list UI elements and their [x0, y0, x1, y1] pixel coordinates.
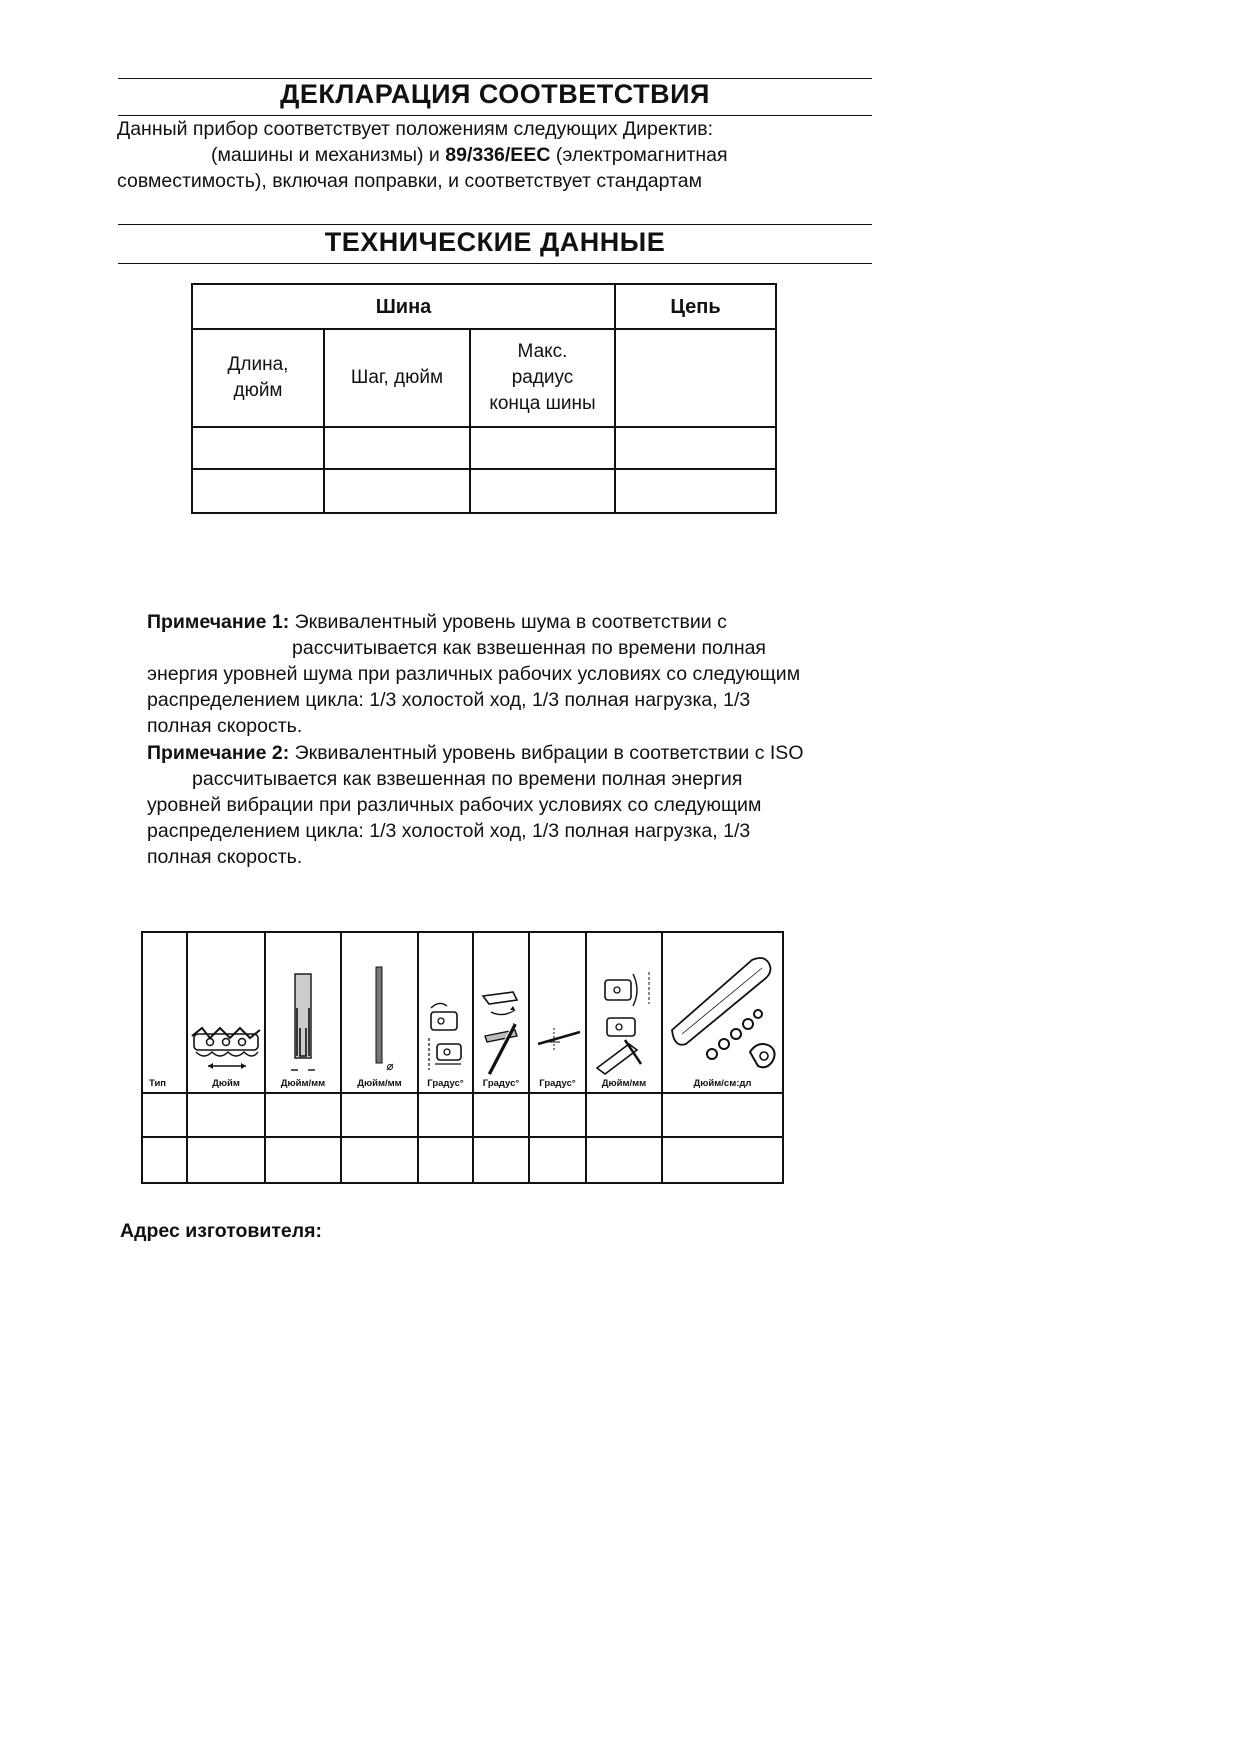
note1-text-1: Эквивалентный уровень шума в соответствии с: [289, 611, 727, 633]
table-cell: [324, 427, 470, 469]
file-icon: [360, 963, 400, 1078]
table-cell: [265, 1093, 341, 1137]
directive-number: 89/336/EEC: [445, 144, 551, 166]
depth-gauge-header: [586, 932, 662, 1093]
table-cell: [586, 1137, 662, 1183]
table-cell: [662, 1137, 783, 1183]
note2-line-4: распределением цикла: 1/3 холостой ход, 1/3 полная нагрузка, 1/3: [147, 820, 751, 842]
table-cell: [187, 1093, 265, 1137]
table-cell: [192, 427, 324, 469]
note1-line-2: рассчитывается как взвешенная по времени полная: [292, 637, 766, 659]
table-cell: [473, 1137, 529, 1183]
table-cell: [473, 1093, 529, 1137]
note2-line-1: [147, 741, 803, 765]
chain-empty-cell: [615, 329, 776, 427]
note1-line-4: распределением цикла: 1/3 холостой ход, 1/3 полная нагрузка, 1/3: [147, 689, 751, 711]
bar-chain-length-header: [662, 932, 783, 1093]
col-radius-line-3: конца шины: [489, 393, 596, 414]
cutter-angle-header: [418, 932, 473, 1093]
groove-width-header: [265, 932, 341, 1093]
table-cell: [341, 1137, 418, 1183]
table-cell: [470, 427, 615, 469]
table-cell: [662, 1093, 783, 1137]
declaration-line-3: совместимость), включая поправки, и соответствует стандартам: [117, 170, 703, 192]
file-tilt-icon: [532, 998, 584, 1078]
manufacturer-address-label: Адрес изготовителя:: [120, 1220, 323, 1242]
table-cell: [341, 1093, 418, 1137]
chain-data-table: [141, 931, 784, 1184]
depth-gauge-icon: [589, 968, 659, 1078]
note1-line-3: энергия уровней шума при различных рабочих условиях со следующим: [147, 663, 801, 685]
table-cell: [418, 1137, 473, 1183]
unit-label: Градус°: [482, 1078, 520, 1089]
file-diameter-header: [341, 932, 418, 1093]
chain-header: Цепь: [615, 284, 776, 329]
declaration-title-underline: [118, 115, 872, 116]
file-angle-icon: [475, 978, 527, 1078]
table-cell: [529, 1137, 586, 1183]
unit-label: Тип: [149, 1078, 167, 1089]
declaration-line-2: [211, 143, 728, 167]
table-cell: [187, 1137, 265, 1183]
note1-label: Примечание 1:: [147, 611, 290, 633]
file-tilt-header: [529, 932, 586, 1093]
col-pitch: Шаг, дюйм: [324, 329, 470, 427]
col-length-line-2: дюйм: [233, 380, 283, 401]
table-cell: [142, 1137, 187, 1183]
note2-text-1: Эквивалентный уровень вибрации в соответствии с ISO: [289, 742, 804, 764]
note2-label: Примечание 2:: [147, 742, 290, 764]
unit-label: Градус°: [427, 1078, 464, 1089]
file-angle-header: [473, 932, 529, 1093]
bar-header: Шина: [192, 284, 615, 329]
declaration-line-2-pre: (машины и механизмы) и: [211, 144, 446, 166]
bar-and-chain-icon: [666, 948, 780, 1078]
note2-line-3: уровней вибрации при различных рабочих условиях со следующим: [147, 794, 762, 816]
unit-label: Дюйм/см:дл: [693, 1078, 752, 1089]
declaration-title: ДЕКЛАРАЦИЯ СООТВЕТСТВИЯ: [280, 79, 710, 109]
declaration-line-2-post: (электромагнитная: [550, 144, 728, 166]
note1-line-5: полная скорость.: [147, 715, 303, 737]
unit-label: Дюйм/мм: [357, 1078, 402, 1089]
bar-groove-icon: [283, 968, 323, 1078]
unit-label: Градус°: [539, 1078, 576, 1089]
unit-label: Дюйм/мм: [601, 1078, 647, 1089]
table-cell: [615, 469, 776, 513]
table-cell: [586, 1093, 662, 1137]
unit-label: Дюйм: [212, 1078, 240, 1089]
col-radius-line-2: радиус: [511, 367, 574, 388]
table-cell: [529, 1093, 586, 1137]
note2-line-5: полная скорость.: [147, 846, 303, 868]
note1-line-1: [147, 610, 727, 634]
table-cell: [324, 469, 470, 513]
technical-title: ТЕХНИЧЕСКИЕ ДАННЫЕ: [324, 227, 666, 257]
technical-data-table: [191, 283, 777, 514]
unit-label: Дюйм/мм: [280, 1078, 326, 1089]
table-cell: [418, 1093, 473, 1137]
table-cell: [615, 427, 776, 469]
cutter-angle-icon: [421, 978, 471, 1078]
note2-line-2: рассчитывается как взвешенная по времени полная энергия: [192, 768, 743, 790]
col-length-line-1: Длина,: [227, 354, 289, 375]
table-cell: [192, 469, 324, 513]
type-column-header: [142, 932, 187, 1093]
col-radius: [470, 329, 615, 427]
col-radius-line-1: Макс.: [517, 341, 568, 362]
table-cell: [470, 469, 615, 513]
declaration-line-1: Данный прибор соответствует положениям следующих Директив:: [117, 118, 714, 140]
chain-segment-icon: [188, 1008, 264, 1078]
table-cell: [142, 1093, 187, 1137]
table-cell: [265, 1137, 341, 1183]
col-length: [192, 329, 324, 427]
technical-top-rule: [118, 224, 872, 225]
chain-pitch-header: [187, 932, 265, 1093]
technical-title-underline: [118, 263, 872, 264]
